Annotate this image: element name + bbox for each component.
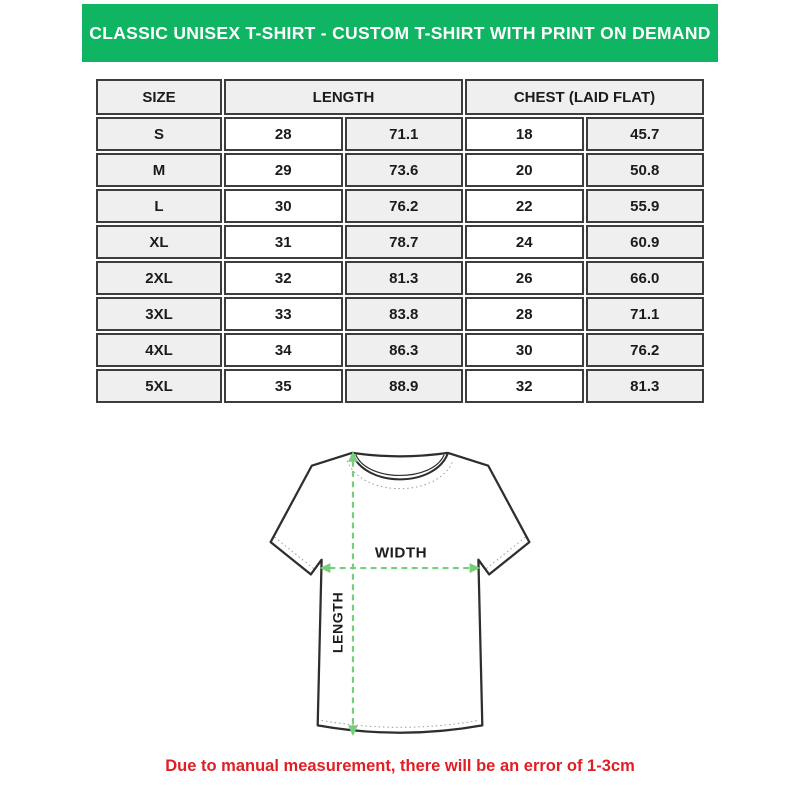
table-row <box>96 153 704 187</box>
size-cell: 2XL <box>96 261 222 295</box>
tshirt-drawing <box>253 445 547 745</box>
table-row <box>96 369 704 403</box>
length-cm-cell: 83.8 <box>345 297 464 331</box>
length-in-cell: 33 <box>224 297 343 331</box>
tshirt-outline <box>271 453 530 733</box>
measurement-note: Due to manual measurement, there will be an error of 1-3cm <box>165 757 635 775</box>
chest-cm-cell: 50.8 <box>586 153 705 187</box>
chest-in-cell: 22 <box>465 189 584 223</box>
table-header-row <box>96 79 704 115</box>
length-cm-cell: 76.2 <box>345 189 464 223</box>
chest-cm-cell: 60.9 <box>586 225 705 259</box>
length-cm-cell: 88.9 <box>345 369 464 403</box>
table-row <box>96 333 704 367</box>
size-cell: 3XL <box>96 297 222 331</box>
size-cell: S <box>96 117 222 151</box>
length-in-cell: 35 <box>224 369 343 403</box>
chest-in-cell: 28 <box>465 297 584 331</box>
table-row <box>96 189 704 223</box>
length-in-cell: 32 <box>224 261 343 295</box>
size-table <box>94 77 706 405</box>
length-cm-cell: 73.6 <box>345 153 464 187</box>
chest-in-cell: 18 <box>465 117 584 151</box>
length-label: LENGTH <box>330 591 347 654</box>
chest-cm-cell: 71.1 <box>586 297 705 331</box>
size-cell: M <box>96 153 222 187</box>
chest-cm-cell: 76.2 <box>586 333 705 367</box>
chest-in-cell: 30 <box>465 333 584 367</box>
chest-in-cell: 24 <box>465 225 584 259</box>
length-in-cell: 28 <box>224 117 343 151</box>
chest-in-cell: 26 <box>465 261 584 295</box>
size-cell: 5XL <box>96 369 222 403</box>
length-in-cell: 31 <box>224 225 343 259</box>
tshirt-diagram <box>253 445 547 745</box>
table-row <box>96 225 704 259</box>
table-row <box>96 297 704 331</box>
length-cm-cell: 86.3 <box>345 333 464 367</box>
chest-cm-cell: 45.7 <box>586 117 705 151</box>
length-cm-cell: 78.7 <box>345 225 464 259</box>
col-header-chest: CHEST (LAID FLAT) <box>465 79 704 115</box>
chest-in-cell: 32 <box>465 369 584 403</box>
chest-cm-cell: 66.0 <box>586 261 705 295</box>
length-in-cell: 34 <box>224 333 343 367</box>
size-cell: 4XL <box>96 333 222 367</box>
size-cell: XL <box>96 225 222 259</box>
length-cm-cell: 81.3 <box>345 261 464 295</box>
table-row <box>96 117 704 151</box>
title-banner <box>82 4 718 62</box>
length-in-cell: 30 <box>224 189 343 223</box>
chest-cm-cell: 55.9 <box>586 189 705 223</box>
length-cm-cell: 71.1 <box>345 117 464 151</box>
width-label: WIDTH <box>374 544 428 562</box>
col-header-length: LENGTH <box>224 79 463 115</box>
chest-cm-cell: 81.3 <box>586 369 705 403</box>
size-cell: L <box>96 189 222 223</box>
length-in-cell: 29 <box>224 153 343 187</box>
col-header-size: SIZE <box>96 79 222 115</box>
page-title: CLASSIC UNISEX T-SHIRT - CUSTOM T-SHIRT WITH PRINT ON DEMAND <box>89 22 711 43</box>
chest-in-cell: 20 <box>465 153 584 187</box>
table-row <box>96 261 704 295</box>
